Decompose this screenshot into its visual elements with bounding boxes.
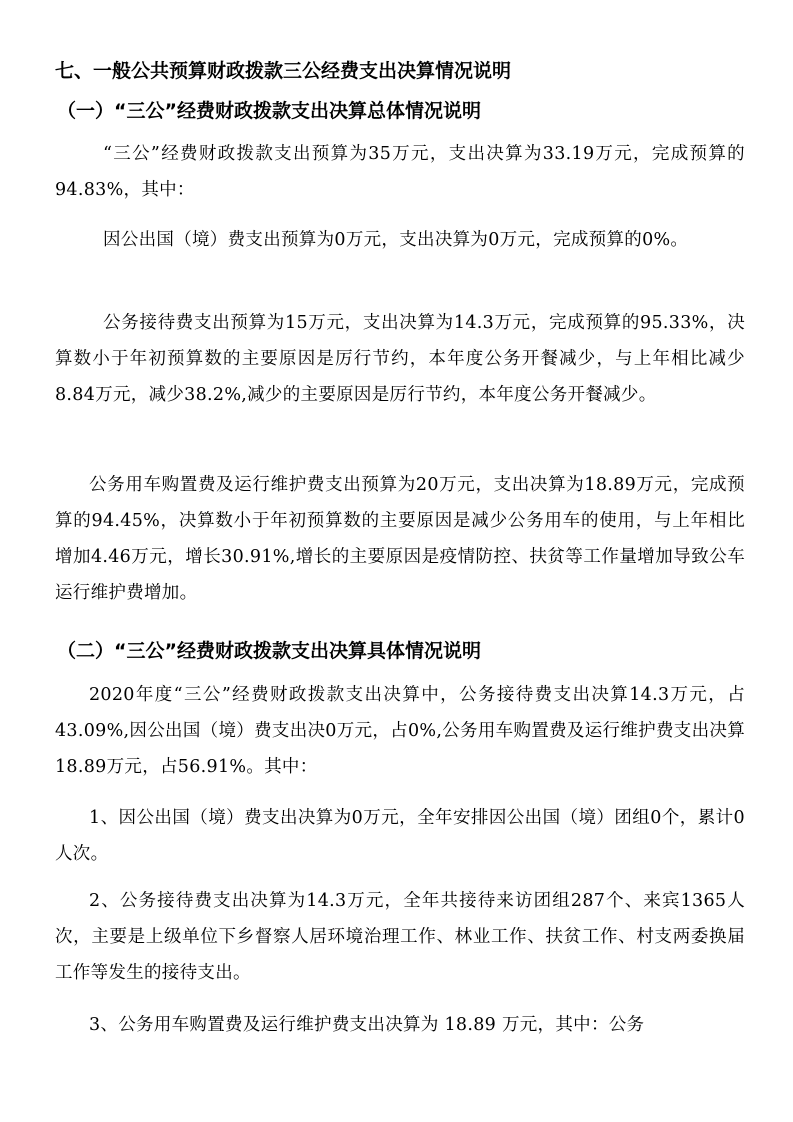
paragraph-2020-breakdown: 2020年度“三公”经费财政拨款支出决算中，公务接待费支出决算14.3万元，占43.09%,因公出国（境）费支出决0万元，占0%,公务用车购置费及运行维护费支出决算18.89万元，占56.91%。其中： — [55, 685, 745, 777]
subsection-1-title: （一）“三公”经费财政拨款支出决算总体情况说明 — [57, 100, 481, 122]
paragraph-item-3-vehicle: 3、公务用车购置费及运行维护费支出决算为 18.89 万元，其中：公务 — [89, 1015, 645, 1035]
paragraph-item-1-overseas: 1、因公出国（境）费支出决算为0万元，全年安排因公出国（境）团组0个，累计0人次。 — [55, 808, 745, 864]
subsection-2-title: （二）“三公”经费财政拨款支出决算具体情况说明 — [57, 640, 481, 662]
paragraph-overseas-budget: 因公出国（境）费支出预算为0万元，支出决算为0万元，完成预算的0%。 — [103, 230, 689, 250]
paragraph-item-2-reception: 2、公务接待费支出决算为14.3万元，全年共接待来访团组287个、来宾1365人次，主要是上级单位下乡督察人居环境治理工作、林业工作、扶贫工作、村支两委换届工作等发生的接待支出。 — [55, 891, 745, 983]
paragraph-vehicle-budget: 公务用车购置费及运行维护费支出预算为20万元，支出决算为18.89万元，完成预算的94.45%，决算数小于年初预算数的主要原因是减少公务用车的使用，与上年相比增加4.46万元，增长30.91%,增长的主要原因是疫情防控、扶贫等工作量增加导致公车运行维护费增加。 — [55, 475, 745, 603]
paragraph-total-budget: “三公”经费财政拨款支出预算为35万元，支出决算为33.19万元，完成预算的94.83%，其中： — [55, 144, 745, 200]
paragraph-reception-budget: 公务接待费支出预算为15万元，支出决算为14.3万元，完成预算的95.33%，决算数小于年初预算数的主要原因是厉行节约，本年度公务开餐减少，与上年相比减少8.84万元，减少38.2%,减少的主要原因是厉行节约，本年度公务开餐减少。 — [55, 313, 745, 405]
section-title: 七、一般公共预算财政拨款三公经费支出决算情况说明 — [55, 60, 512, 82]
